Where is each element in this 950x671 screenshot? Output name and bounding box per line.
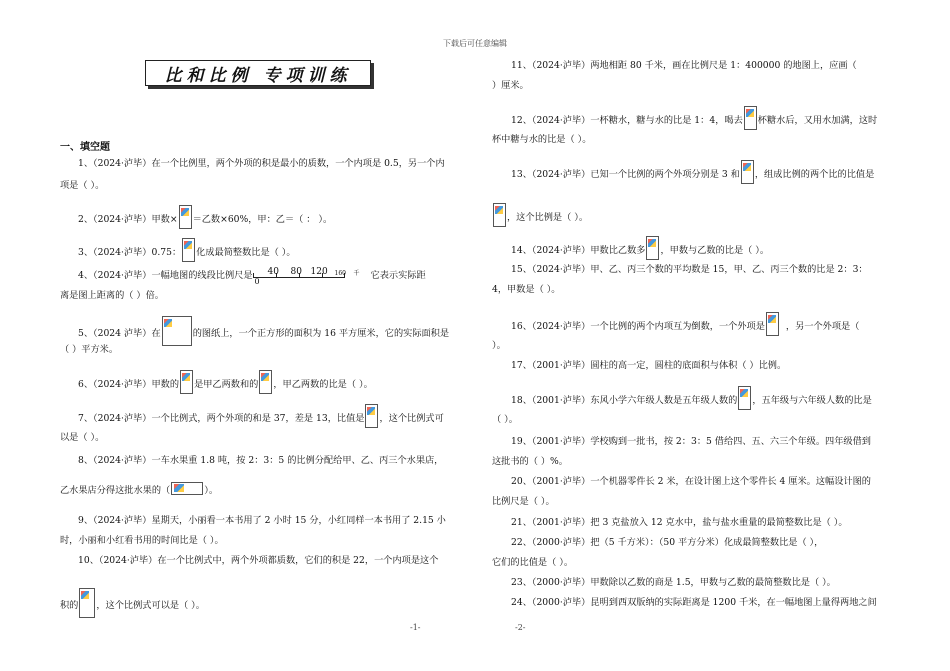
fraction-image-icon: [180, 370, 193, 394]
fraction-image-icon: [766, 312, 779, 336]
q8-line2: 乙水果店分得这批水果的（ ）。: [60, 482, 218, 497]
q21-line: 21、（2001·泸毕）把 3 克盐放入 12 克水中，盐与盐水重量的最简整数比是（ ）。: [511, 517, 848, 528]
scale-label: 40: [267, 267, 279, 277]
q8-line1: 8、（2024·泸毕）一车水果重 1.8 吨，按 2：3：5 的比例分配给甲、乙、丙三个水果店，: [78, 455, 444, 466]
q18-line1: 18、（2001·泸毕）东风小学六年级人数是五年级人数的 ，五年级与六年级人数的比是: [511, 386, 872, 410]
fraction-image-icon: [79, 588, 95, 618]
q17-line: 17、（2001·泸毕）圆柱的高一定，圆柱的底面积与体积（ ）比例。: [511, 360, 787, 371]
fraction-image-icon: [741, 160, 754, 184]
scale-unit: 千: [353, 270, 360, 277]
section-title: 一、填空题: [60, 142, 110, 153]
q7-line2: 以是（ ）。: [60, 432, 105, 443]
fraction-image-icon: [182, 238, 195, 262]
q13-line1: 13、（2024·泸毕）已知一个比例的两个外项分别是 3 和 ，组成比例的两个比的比值是: [511, 160, 874, 184]
page-title: 比和比例 专项训练: [145, 60, 371, 86]
q19-line1: 19、（2001·泸毕）学校购到一批书，按 2：3：5 借给四、五、六三个年级。四年级借到: [511, 436, 871, 447]
q10-line2: 积的 ，这个比例式可以是（ ）。: [60, 588, 205, 618]
q1-line1: 1、（2024·泸毕）在一个比例里，两个外项的积是最小的质数，一个内项是 0.5，另一个内: [78, 158, 445, 169]
q23-line: 23、（2000·泸毕）甲数除以乙数的商是 1.5，甲数与乙数的最简整数比是（ ）。: [511, 577, 836, 588]
q18-line2: （ ）。: [492, 414, 518, 425]
fraction-image-icon: [365, 404, 378, 428]
q16-line2: ）。: [492, 340, 506, 351]
q12-line2: 杯中糖与水的比是（ ）。: [492, 134, 592, 145]
q9-line2: 时，小丽和小红看书用的时间比是（ ）。: [60, 535, 224, 546]
scale-image-icon: [162, 316, 192, 346]
q4-line2: 离是图上距离的（ ）倍。: [60, 290, 164, 301]
scale-label: 160: [334, 270, 346, 277]
q6-line: 6、（2024·泸毕）甲数的 是甲乙两数和的 ，甲乙两数的比是（ ）。: [78, 370, 373, 394]
q2-line: 2、（2024·泸毕）甲数× ＝乙数×60%，甲：乙＝（ ： ）。: [78, 205, 332, 229]
fraction-image-icon: [738, 386, 751, 410]
q10-line1: 10、（2024·泸毕）在一个比例式中，两个外项都质数，它们的积是 22，一个内项是这个: [78, 555, 439, 566]
fraction-image-icon: [646, 236, 659, 260]
fraction-image-icon: [179, 205, 192, 229]
q22-line1: 22、（2000·泸毕）把（5 千方米）：（50 平方分米）化成最简整数比是（ ），: [511, 537, 824, 548]
fraction-image-icon: [744, 106, 757, 130]
q7-line1: 7、（2024·泸毕）一个比例式，两个外项的和是 37，差是 13，比值是 ，这个比例式可: [78, 404, 444, 428]
q16-line1: 16、（2024·泸毕）一个比例的两个内项互为倒数，一个外项是 ，另一个外项是（: [511, 312, 859, 336]
q11-line2: ）厘米。: [492, 80, 529, 91]
q13-line2: ，这个比例是（ ）。: [492, 203, 588, 227]
q20-line2: 比例尺是（ ）。: [492, 496, 555, 507]
fraction-image-icon: [493, 203, 506, 227]
q5-line1: 5、（2024 泸毕）在 的图纸上，一个正方形的面积为 16 平方厘米，它的实际面积是: [78, 316, 449, 346]
q19-line2: 这批书的（ ）%。: [492, 456, 568, 467]
q1-line2: 项是（ ）。: [60, 180, 105, 191]
q11-line1: 11、（2024·泸毕）两地相距 80 千米，画在比例尺是 1：400000 的地图上，应画（: [511, 60, 857, 71]
page-number-left: -1-: [410, 623, 421, 632]
q15-line2: 4，甲数是（ ）。: [492, 284, 561, 295]
q22-line2: 它们的比值是（ ）。: [492, 557, 574, 568]
q5-line2: （ ）平方米。: [60, 344, 119, 355]
q3-line: 3、（2024·泸毕）0.75： 化成最简整数比是（ ）。: [78, 238, 296, 262]
fraction-image-icon: [259, 370, 272, 394]
fraction-image-icon: [171, 482, 203, 495]
scale-bar: [253, 267, 360, 286]
q24-line: 24、（2000·泸毕）昆明到西双版纳的实际距离是 1200 千米，在一幅地图上量得两地之间: [511, 597, 877, 608]
scale-zero: 0: [254, 277, 260, 286]
scale-label: 120: [310, 267, 328, 277]
q14-line: 14、（2024·泸毕）甲数比乙数多 ，甲数与乙数的比是（ ）。: [511, 236, 769, 260]
q12-line1: 12、（2024·泸毕）一杯糖水，糖与水的比是 1：4，喝去 杯糖水后，又用水加满，这时: [511, 106, 877, 130]
q20-line1: 20、（2001·泸毕）一个机器零件长 2 米，在设计图上这个零件长 4 厘米。这幅设计图的: [511, 476, 871, 487]
q4-line1: 4、（2024·泸毕）一幅地图的线段比例尺是 40 80 120 160 千 0 它表示实际距: [78, 267, 426, 286]
scale-label: 80: [290, 267, 302, 277]
q15-line1: 15、（2024·泸毕）甲、乙、丙三个数的平均数是 15，甲、乙、丙三个数的比是 2：3：: [511, 264, 868, 275]
page-number-right: -2-: [515, 623, 526, 632]
page-header: 下载后可任意编辑: [443, 39, 507, 48]
q9-line1: 9、（2024·泸毕）星期天，小丽看一本书用了 2 小时 15 分，小红同样一本书用了 2.15 小: [78, 515, 446, 526]
